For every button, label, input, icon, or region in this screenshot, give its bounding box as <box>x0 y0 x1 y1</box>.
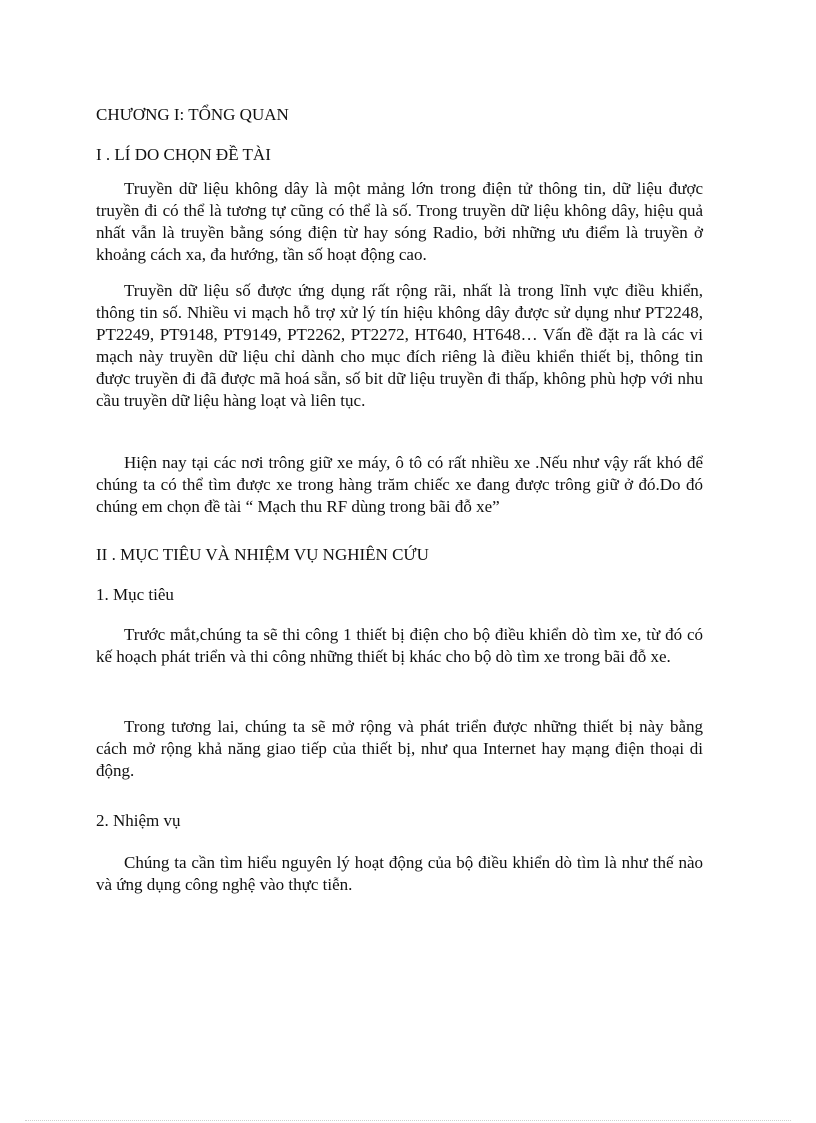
paragraph: Trước mắt,chúng ta sẽ thi công 1 thiết bị điện cho bộ điều khiển dò tìm xe, từ đó có kế hoạch phát triển và thi công những thiết bị khác cho bộ dò tìm xe trong bãi đỗ xe. <box>96 625 703 666</box>
paragraph: Chúng ta cần tìm hiểu nguyên lý hoạt động của bộ điều khiển dò tìm là như thế nào và ứng dụng công nghệ vào thực tiễn. <box>96 853 703 894</box>
section-heading-goals: II . MỤC TIÊU VÀ NHIỆM VỤ NGHIÊN CỨU <box>96 545 429 564</box>
page-bottom-rule <box>25 1120 791 1121</box>
section-heading-reasons: I . LÍ DO CHỌN ĐỀ TÀI <box>96 145 271 164</box>
paragraph: Truyền dữ liệu không dây là một mảng lớn trong điện tử thông tin, dữ liệu được truyền đi có thể là tương tự cũng có thể là số. Trong truyền dữ liệu không dây, hiệu quả nhất vẫn là truyền bằng sóng điện từ hay sóng Radio, bởi những ưu điểm là truyền ở khoảng cách xa, đa hướng, tần số hoạt động cao. <box>96 179 703 264</box>
subsection-heading-objective: 1. Mục tiêu <box>96 585 174 604</box>
paragraph: Trong tương lai, chúng ta sẽ mở rộng và phát triển được những thiết bị này bằng cách mở rộng khả năng giao tiếp của thiết bị, như qua Internet hay mạng điện thoại di động. <box>96 717 703 780</box>
paragraph: Truyền dữ liệu số được ứng dụng rất rộng rãi, nhất là trong lĩnh vực điều khiển, thông tin số. Nhiều vi mạch hỗ trợ xử lý tín hiệu không dây được sử dụng như PT2248, PT2249, PT9148, PT9149, PT2262, PT2272, HT640, HT648… Vấn đề đặt ra là các vi mạch này truyền dữ liệu chỉ dành cho mục đích riêng là điều khiển thiết bị, thông tin được truyền đi đã được mã hoá sẵn, số bit dữ liệu truyền đi thấp, không phù hợp với nhu cầu truyền dữ liệu hàng loạt và liên tục. <box>96 281 703 410</box>
subsection-heading-tasks: 2. Nhiệm vụ <box>96 811 181 830</box>
chapter-title: CHƯƠNG I: TỔNG QUAN <box>96 105 289 124</box>
paragraph: Hiện nay tại các nơi trông giữ xe máy, ô tô có rất nhiều xe .Nếu như vậy rất khó để chúng ta có thể tìm được xe trong hàng trăm chiếc xe đang được trông giữ ở đó.Do đó chúng em chọn đề tài “ Mạch thu RF dùng trong bãi đỗ xe” <box>96 453 703 516</box>
